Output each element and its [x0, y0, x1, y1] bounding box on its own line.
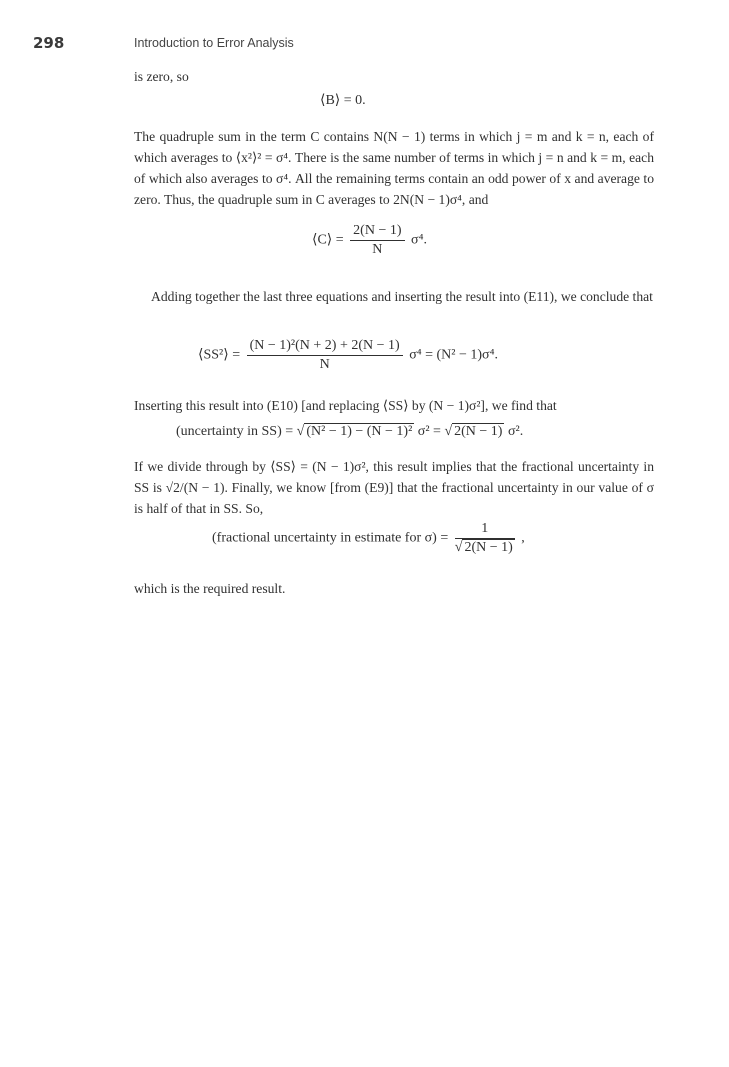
equation-c-denominator: N	[372, 242, 383, 257]
equation-b: ⟨B⟩ = 0.	[320, 93, 366, 108]
equation-fractional	[212, 520, 525, 557]
paragraph-adding: Adding together the last three equations and inserting the result into (E11), we conclude that	[151, 289, 653, 304]
equation-uncertainty	[176, 424, 523, 440]
paragraph-inserting: Inserting this result into (E10) [and replacing ⟨SS⟩ by (N − 1)σ²], we find that	[134, 398, 557, 413]
equation-c-numerator: 2(N − 1)	[350, 222, 404, 241]
equation-c-tail: σ⁴.	[411, 232, 427, 248]
equation-uncertainty-mid: σ² =	[417, 424, 441, 439]
equation-ss2	[198, 337, 498, 374]
equation-fractional-denominator: √ 2(N − 1)	[454, 540, 513, 555]
paragraph-quadruple-sum: The quadruple sum in the term C contains N(N − 1) terms in which j = m and k = n, each of which averages to ⟨x²⟩² = σ⁴. There is the same number of terms in which j = n and k = m, each of which also averages to σ⁴. All the remaining terms contain an odd power of x and average to zero. Thus, the quadruple sum in C averages to 2N(N − 1)σ⁴, and	[134, 129, 654, 207]
equation-c-fraction	[350, 222, 404, 259]
paragraph-intro: is zero, so	[134, 69, 189, 84]
equation-uncertainty-lhs: (uncertainty in SS) =	[176, 424, 294, 439]
equation-ss2-lhs: ⟨SS²⟩ =	[198, 347, 241, 363]
paragraph-conclusion: which is the required result.	[134, 581, 286, 596]
sqrt-radical-1: √ (N² − 1) − (N − 1)²	[296, 424, 413, 439]
paragraph-divide: If we divide through by ⟨SS⟩ = (N − 1)σ², this result implies that the fractional uncertainty in SS is √2/(N − 1). Finally, we know [from (E9)] that the fractional uncertainty in our value of σ is half of that in SS. So,	[134, 459, 654, 516]
page-number: 298	[33, 34, 65, 52]
equation-ss2-tail: σ⁴ = (N² − 1)σ⁴.	[409, 347, 498, 363]
equation-fractional-fraction	[455, 520, 515, 557]
equation-fractional-tail: ,	[521, 530, 525, 546]
equation-fractional-radicand: 2(N − 1)	[464, 540, 513, 555]
sqrt-radicand-1: (N² − 1) − (N − 1)²	[306, 424, 413, 439]
equation-c	[312, 222, 427, 259]
sqrt-radicand-2: 2(N − 1)	[454, 424, 503, 439]
equation-fractional-lhs: (fractional uncertainty in estimate for σ) =	[212, 530, 449, 546]
equation-fractional-numerator: 1	[455, 520, 515, 539]
equation-ss2-numerator: (N − 1)²(N + 2) + 2(N − 1)	[247, 337, 403, 356]
equation-ss2-denominator: N	[319, 357, 330, 372]
running-head: Introduction to Error Analysis	[134, 36, 294, 50]
equation-c-lhs: ⟨C⟩ =	[312, 232, 344, 248]
sqrt-radical-2: √ 2(N − 1)	[444, 424, 503, 439]
equation-uncertainty-tail: σ².	[507, 424, 524, 439]
equation-ss2-fraction	[247, 337, 403, 374]
